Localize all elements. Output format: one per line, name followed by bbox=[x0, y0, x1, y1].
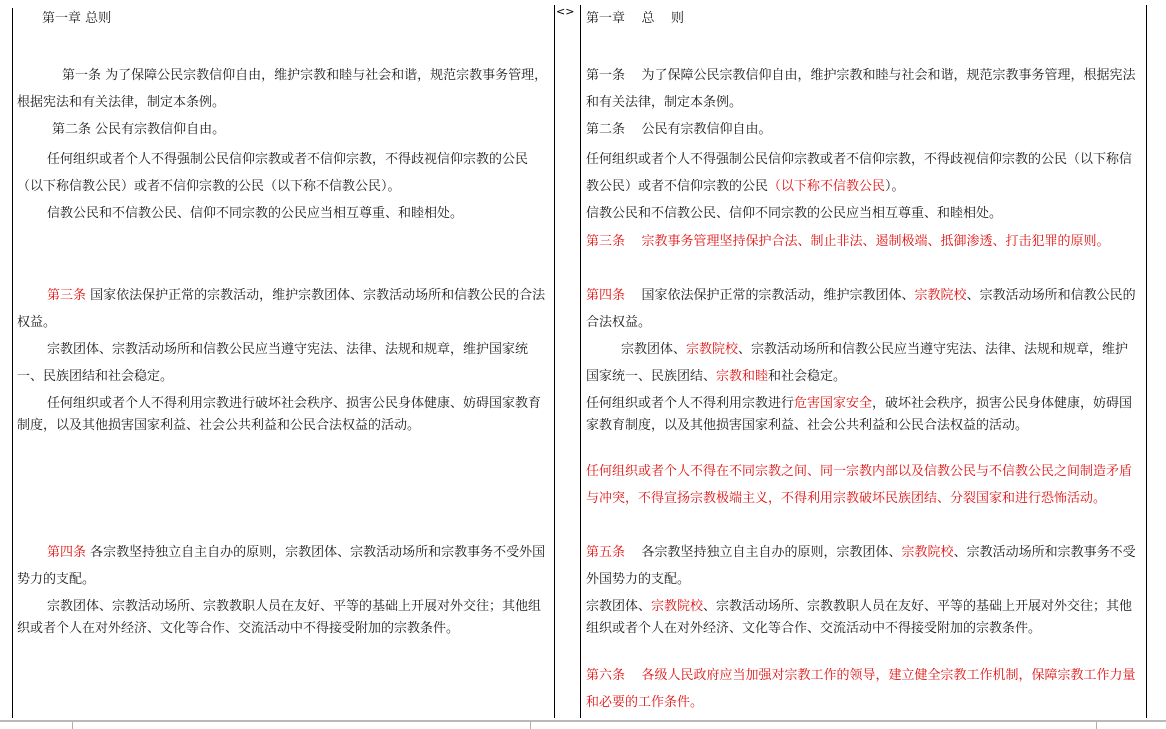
right-article-4-change-1: 宗教院校 bbox=[914, 288, 967, 303]
left-border bbox=[12, 8, 13, 718]
right-article-4-p3 bbox=[586, 393, 1139, 437]
left-article-3-number: 第三条 bbox=[47, 288, 87, 303]
right-article-4-p2-b: 、宗教活动场所和信教公民应当遵守宪法、法律、法规和规章，维护国家统一、民族团结、 bbox=[586, 342, 1129, 384]
right-article-5-p2-b: 、宗教活动场所、宗教教职人员在友好、平等的基础上开展对外交往；其他组织或者个人在对外经济、文化等合作、交流活动中不得接受附加的宗教条件。 bbox=[586, 599, 1133, 636]
right-article-4-p2-change-1: 宗教院校 bbox=[686, 342, 739, 357]
right-article-4-p3-b: ，破坏社会秩序，损害公民身体健康，妨碍国家教育制度，以及其他损害国家利益、社会公共利益和公民合法权益的活动。 bbox=[586, 396, 1133, 433]
compare-marker[interactable]: <> bbox=[556, 5, 575, 18]
center-divider-right bbox=[580, 5, 581, 718]
ruler-tick bbox=[1096, 722, 1097, 729]
right-article-2-p3: 信教公民和不信教公民、信仰不同宗教的公民应当相互尊重、和睦相处。 bbox=[586, 206, 1003, 221]
right-article-5-p2-change: 宗教院校 bbox=[651, 599, 704, 614]
right-article-4-p4-new: 任何组织或者个人不得在不同宗教之间、同一宗教内部以及信教公民与不信教公民之间制造矛盾与冲突，不得宣扬宗教极端主义，不得利用宗教破坏民族团结、分裂国家和进行恐怖活动。 bbox=[586, 464, 1133, 506]
right-article-4-text-b: 、宗教活动场所和信教公民的合法权益。 bbox=[586, 288, 1136, 330]
right-article-5-p2 bbox=[586, 596, 1139, 640]
right-article-2-p2-change: （以下称不信教公民 bbox=[768, 179, 886, 194]
right-article-6-new: 第六条 各级人民政府应当加强对宗教工作的领导，建立健全宗教工作机制，保障宗教工作力量和必要的工作条件。 bbox=[586, 668, 1136, 710]
right-article-1: 第一条 为了保障公民宗教信仰自由，维护宗教和睦与社会和谐，规范宗教事务管理，根据宪法和有关法律，制定本条例。 bbox=[586, 68, 1136, 110]
right-article-4 bbox=[586, 282, 1139, 336]
right-article-4-p2-c: 和社会稳定。 bbox=[768, 369, 847, 384]
left-article-2: 第二条 公民有宗教信仰自由。 bbox=[52, 122, 226, 137]
ruler-tick bbox=[72, 722, 73, 729]
bottom-ruler bbox=[0, 720, 1166, 722]
left-article-3-p2: 宗教团体、宗教活动场所和信教公民应当遵守宪法、法律、法规和规章，维护国家统一、民族团结和社会稳定。 bbox=[17, 342, 529, 384]
left-article-3 bbox=[17, 282, 549, 336]
right-article-2-p2-end: ）。 bbox=[885, 179, 905, 194]
left-article-1: 第一条 为了保障公民宗教信仰自由，维护宗教和睦与社会和谐，规范宗教事务管理，根据宪法和有关法律，制定本条例。 bbox=[17, 68, 548, 110]
right-article-3-new: 第三条 宗教事务管理坚持保护合法、制止非法、遏制极端、抵御渗透、打击犯罪的原则。 bbox=[586, 234, 1110, 249]
right-article-4-p2 bbox=[586, 336, 1139, 390]
right-article-2-p2 bbox=[586, 146, 1139, 200]
left-article-2-p2: 任何组织或者个人不得强制公民信仰宗教或者不信仰宗教，不得歧视信仰宗教的公民（以下称信教公民）或者不信仰宗教的公民（以下称不信教公民）。 bbox=[17, 152, 529, 194]
left-article-4-number: 第四条 bbox=[47, 545, 87, 560]
right-article-4-number: 第四条 bbox=[586, 288, 626, 303]
left-article-4-p2: 宗教团体、宗教活动场所、宗教教职人员在友好、平等的基础上开展对外交往；其他组织或者个人在对外经济、文化等合作、交流活动中不得接受附加的宗教条件。 bbox=[17, 599, 542, 636]
right-article-5-change: 宗教院校 bbox=[901, 545, 954, 560]
right-article-4-p2-change-2: 宗教和睦 bbox=[716, 369, 769, 384]
right-article-4-text-a: 国家依法保护正常的宗教活动，维护宗教团体、 bbox=[625, 288, 915, 303]
left-article-4-text: 各宗教坚持独立自主自办的原则，宗教团体、宗教活动场所和宗教事务不受外国势力的支配。 bbox=[17, 545, 546, 587]
right-article-2-p2-text: 任何组织或者个人不得强制公民信仰宗教或者不信仰宗教，不得歧视信仰宗教的公民（以下称信教公民）或者不信仰宗教的公民 bbox=[586, 152, 1133, 194]
right-article-5-text-b: 、宗教活动场所和宗教事务不受外国势力的支配。 bbox=[586, 545, 1136, 587]
right-article-4-p2-a: 宗教团体、 bbox=[621, 342, 687, 357]
left-article-3-text: 国家依法保护正常的宗教活动，维护宗教团体、宗教活动场所和信教公民的合法权益。 bbox=[17, 288, 546, 330]
right-article-5 bbox=[586, 539, 1139, 593]
center-divider-left bbox=[554, 5, 555, 718]
left-article-2-p3: 信教公民和不信教公民、信仰不同宗教的公民应当相互尊重、和睦相处。 bbox=[47, 206, 464, 221]
right-article-4-p3-a: 任何组织或者个人不得利用宗教进行 bbox=[586, 396, 795, 411]
right-article-5-number: 第五条 bbox=[586, 545, 626, 560]
left-chapter-title: 第一章 总则 bbox=[42, 11, 112, 26]
right-article-2: 第二条 公民有宗教信仰自由。 bbox=[586, 122, 772, 137]
right-article-5-p2-a: 宗教团体、 bbox=[586, 599, 652, 614]
left-article-4 bbox=[17, 539, 549, 593]
right-chapter-title: 第一章 总 则 bbox=[586, 11, 685, 26]
right-border bbox=[1146, 5, 1147, 718]
right-article-5-text-a: 各宗教坚持独立自主自办的原则，宗教团体、 bbox=[625, 545, 902, 560]
ruler-tick bbox=[530, 722, 531, 729]
right-article-4-p3-change: 危害国家安全 bbox=[794, 396, 873, 411]
left-article-3-p3: 任何组织或者个人不得利用宗教进行破坏社会秩序、损害公民身体健康、妨碍国家教育制度，以及其他损害国家利益、社会公共利益和公民合法权益的活动。 bbox=[17, 396, 542, 433]
